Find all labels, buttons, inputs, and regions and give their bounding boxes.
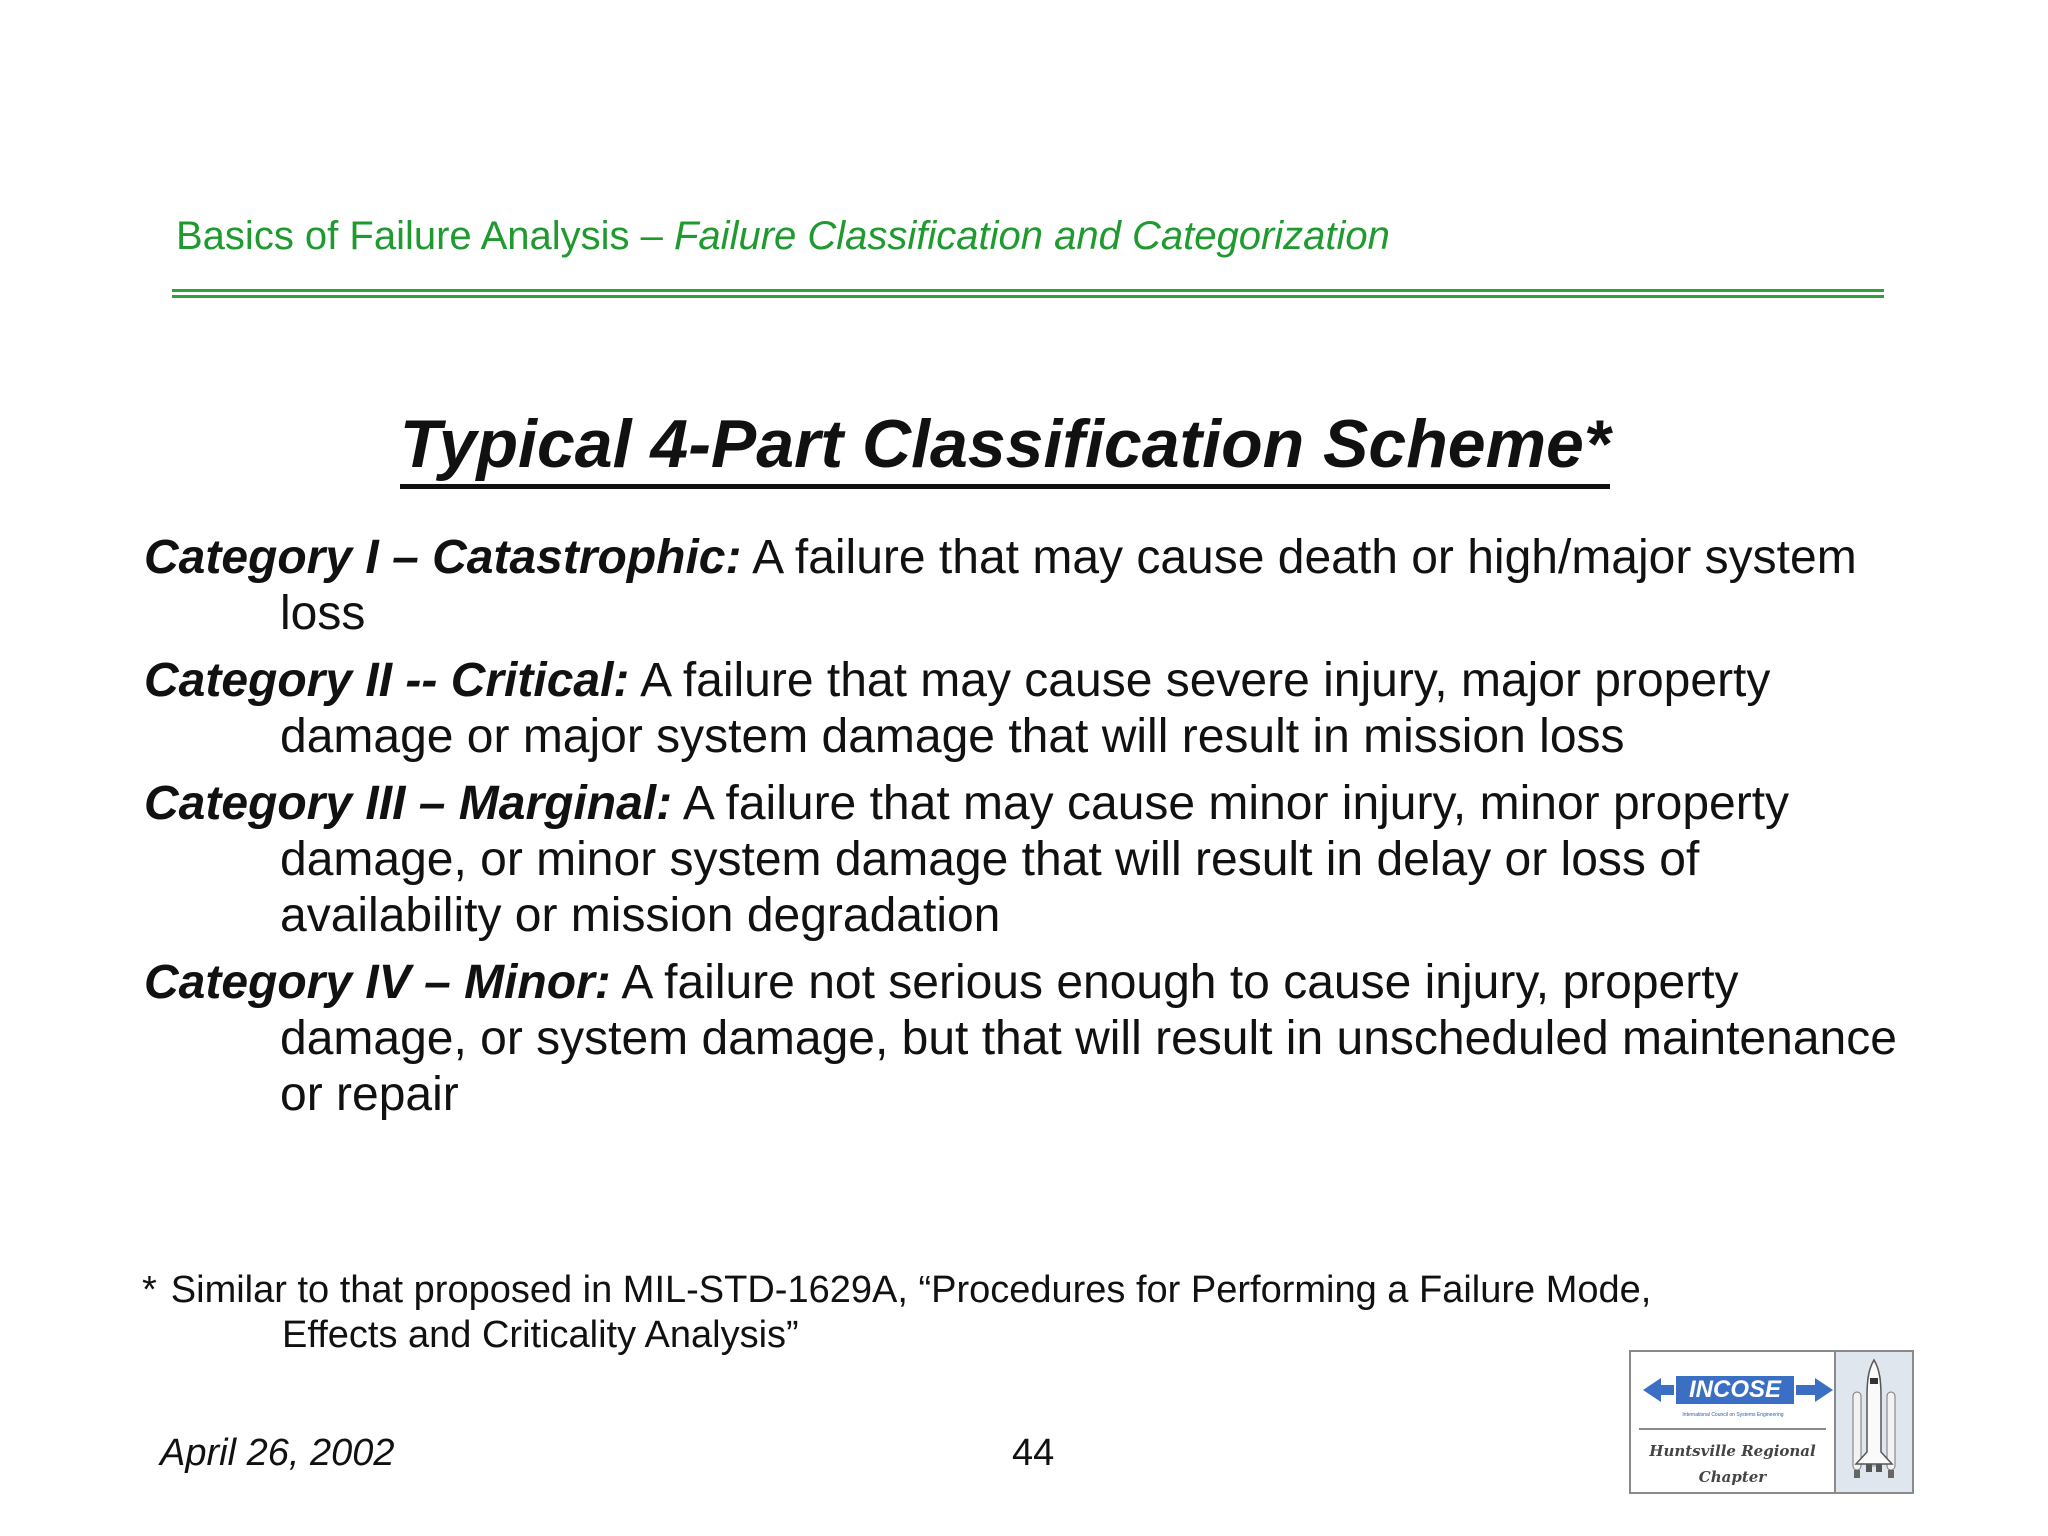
category-description: A failure that may cause minor injury, minor property damage, or minor system damage that will result in delay or loss of availability or mission degradation [280, 777, 1790, 942]
header-title: Basics of Failure Analysis – [176, 214, 663, 258]
slide-header [176, 214, 1390, 259]
incose-chapter-logo [1629, 1350, 1914, 1494]
footnote-line-1: Similar to that proposed in MIL-STD-1629A, “Procedures for Performing a Failure Mode, [170, 1269, 1652, 1311]
category-description: A failure that may cause severe injury, major property damage or major system damage that will result in mission loss [280, 654, 1771, 763]
footnote [142, 1268, 1782, 1358]
footer-date: April 26, 2002 [160, 1432, 395, 1474]
header-subtitle: Failure Classification and Categorization [674, 214, 1390, 258]
logo-image-panel [1836, 1352, 1912, 1492]
main-title-text: Typical 4-Part Classification Scheme* [400, 406, 1611, 489]
category-label: Category IV – Minor: [144, 956, 611, 1009]
logo-chapter-line-1: Huntsville Regional [1649, 1442, 1816, 1460]
logo-chapter [1631, 1438, 1834, 1490]
space-shuttle-icon [1836, 1352, 1912, 1492]
category-list [144, 530, 1904, 1134]
main-title [0, 405, 2010, 483]
logo-divider [1639, 1428, 1826, 1430]
logo-chapter-line-2: Chapter [1698, 1468, 1767, 1486]
logo-name: INCOSE [1688, 1376, 1782, 1403]
page-number: 44 [1012, 1432, 1055, 1474]
category-description: A failure not serious enough to cause injury, property damage, or system damage, but that will result in unscheduled maintenance or repair [280, 956, 1897, 1121]
category-item-1 [144, 530, 1904, 642]
category-label: Category I – Catastrophic: [144, 531, 742, 584]
logo-text-panel [1631, 1352, 1836, 1492]
footnote-line-2: Effects and Criticality Analysis” [282, 1314, 799, 1356]
category-description: A failure that may cause death or high/major system loss [280, 531, 1857, 640]
incose-arrow-icon [1631, 1352, 1834, 1412]
category-label: Category III – Marginal: [144, 777, 673, 830]
category-item-2 [144, 653, 1904, 765]
header-rule-bottom [172, 295, 1884, 298]
category-label: Category II -- Critical: [144, 654, 630, 707]
header-rule-top [172, 289, 1884, 292]
category-item-4 [144, 955, 1904, 1123]
footnote-marker: * [142, 1269, 157, 1311]
category-item-3 [144, 776, 1904, 944]
logo-subtitle: International Council on Systems Engineering [1682, 1412, 1784, 1418]
